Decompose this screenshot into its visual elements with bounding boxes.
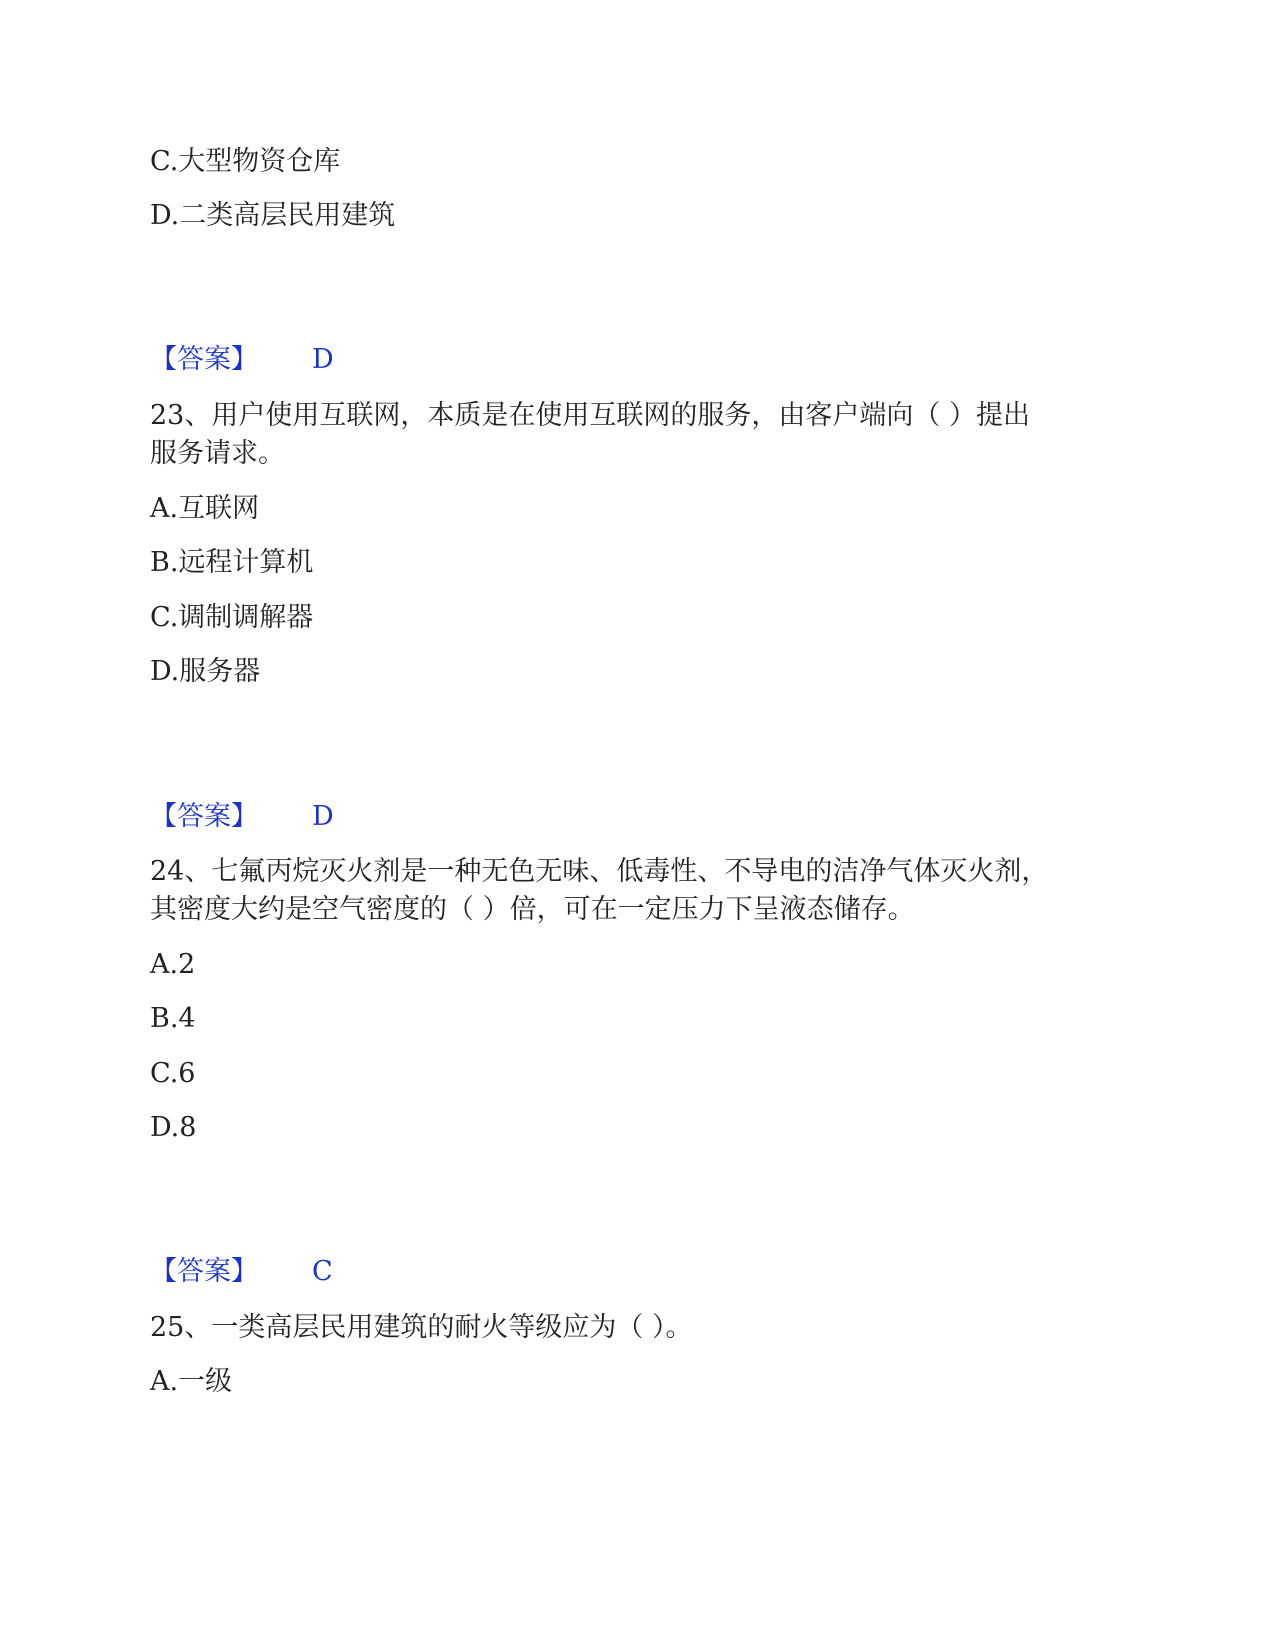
answer-24 [150,1252,333,1292]
q24-stem-line1: 24、七氟丙烷灭火剂是一种无色无味、低毒性、不导电的洁净气体灭火剂， [150,856,1049,887]
q24-option-c: C.6 [150,1058,196,1089]
q25-stem-line1: 25、一类高层民用建筑的耐火等级应为（ ）。 [150,1312,693,1343]
answer-value: D [312,801,334,832]
answer-23 [150,797,334,837]
q23-stem-line2: 服务请求。 [150,438,285,469]
q22-option-c: C.大型物资仓库 [150,146,341,177]
q24-stem-line2: 其密度大约是空气密度的（ ）倍，可在一定压力下呈液态储存。 [150,894,915,925]
q25-option-a: A.一级 [150,1366,233,1397]
q23-option-a: A.互联网 [150,493,260,524]
q24-option-b: B.4 [150,1003,196,1034]
answer-22 [150,340,334,380]
answer-value: C [312,1256,333,1287]
answer-label: 【答案】 [150,1256,258,1287]
q23-stem-line1: 23、用户使用互联网，本质是在使用互联网的服务，由客户端向（ ）提出 [150,400,1030,431]
answer-value: D [312,344,334,375]
q22-option-d: D.二类高层民用建筑 [150,200,396,231]
q23-option-d: D.服务器 [150,656,261,687]
q23-option-b: B.远程计算机 [150,547,314,578]
answer-label: 【答案】 [150,801,258,832]
q24-option-a: A.2 [150,949,196,980]
q24-option-d: D.8 [150,1112,197,1143]
q23-option-c: C.调制调解器 [150,602,314,633]
answer-label: 【答案】 [150,344,258,375]
